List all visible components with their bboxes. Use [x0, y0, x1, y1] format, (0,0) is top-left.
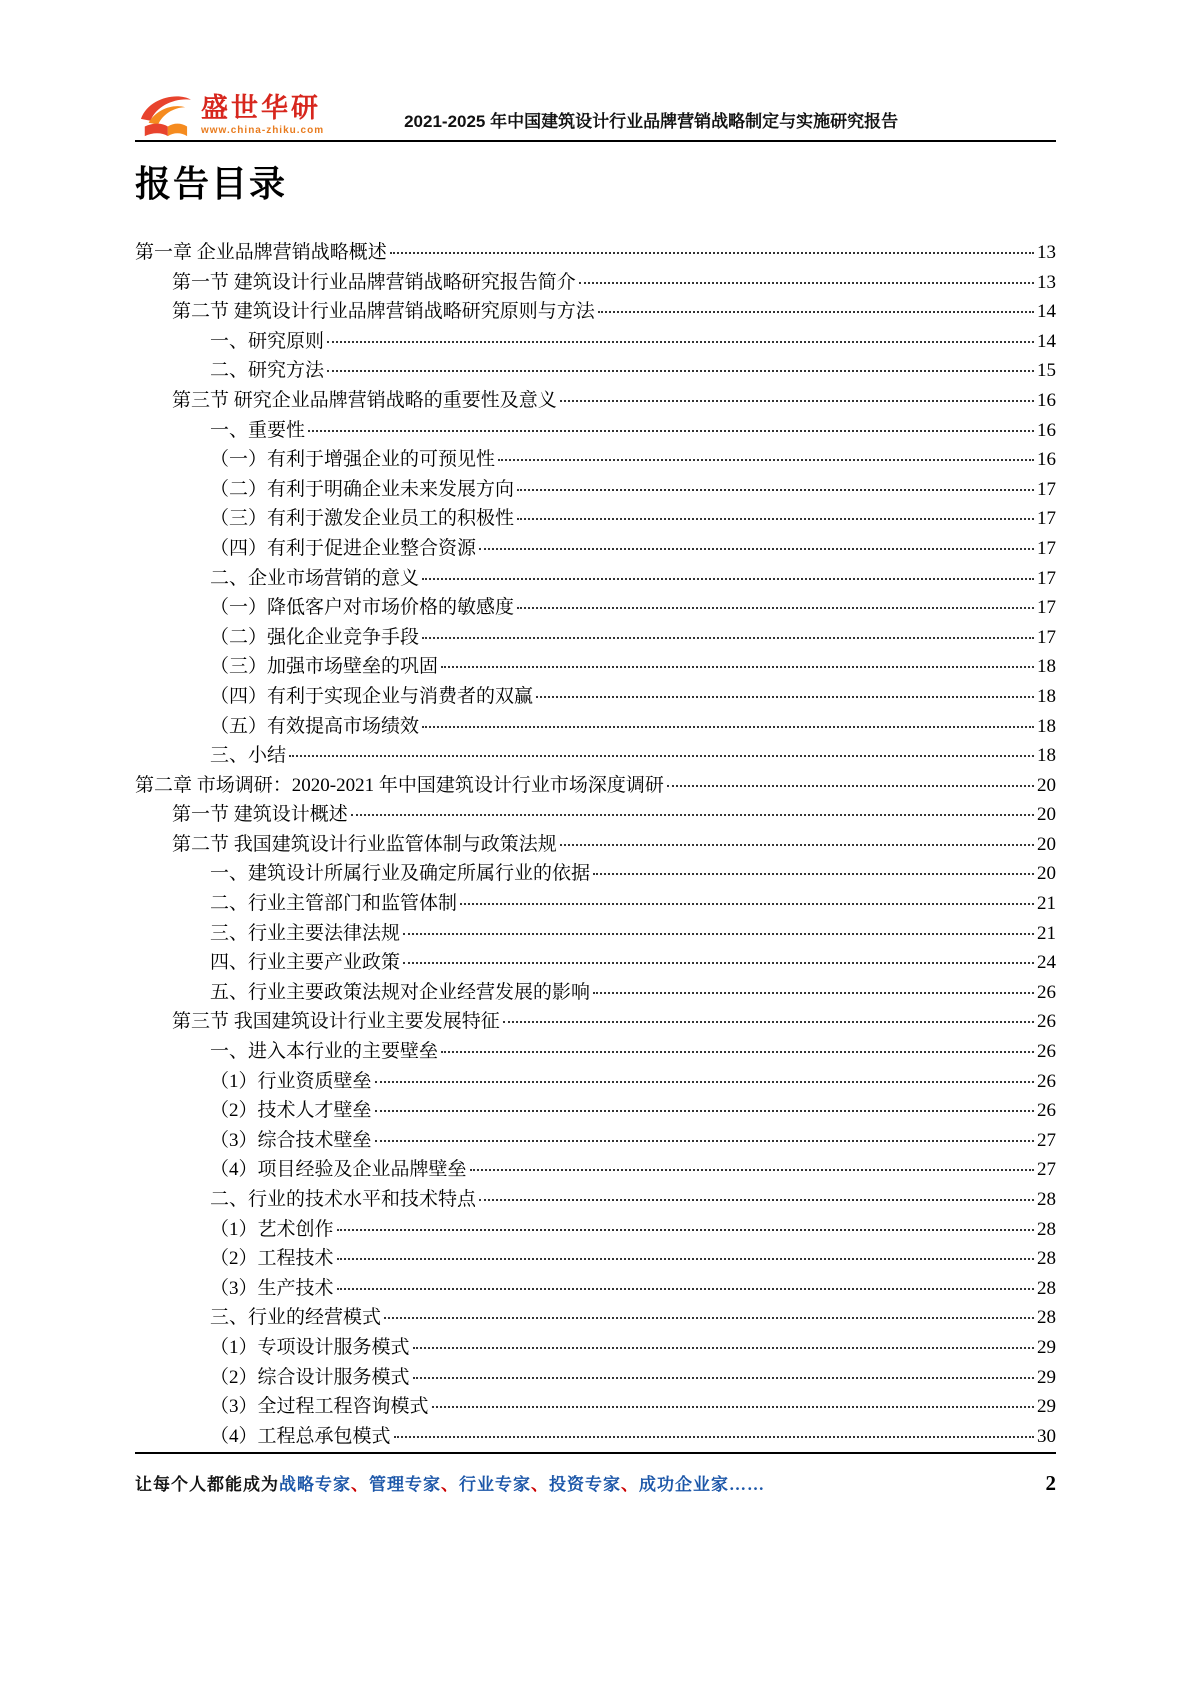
toc-leader-dots [327, 370, 1034, 372]
toc-leader-dots [441, 666, 1034, 668]
page-footer [135, 1452, 1056, 1496]
page-number: 2 [1045, 1471, 1056, 1495]
toc-entry [135, 474, 1056, 504]
toc-entry [135, 1036, 1056, 1066]
toc-entry-title: 第二节 我国建筑设计行业监管体制与政策法规 [172, 833, 557, 855]
toc-leader-dots [560, 400, 1034, 402]
toc-entry-title: 一、重要性 [210, 419, 306, 441]
toc-page-number: 20 [1037, 774, 1056, 796]
toc-entry [135, 770, 1056, 800]
toc-entry-title: （4）项目经验及企业品牌壁垒 [210, 1159, 467, 1181]
toc-leader-dots [598, 311, 1034, 313]
footer-slogan-separator: 、 [531, 1475, 549, 1494]
toc-entry-title: （1）艺术创作 [210, 1218, 334, 1240]
toc-page-number: 14 [1037, 301, 1056, 323]
toc-entry-title: 三、行业的经营模式 [210, 1307, 382, 1329]
toc-page-number: 16 [1037, 389, 1056, 411]
toc-entry-title: （一）降低客户对市场价格的敏感度 [210, 597, 515, 619]
toc-leader-dots [390, 252, 1034, 254]
logo [135, 90, 324, 140]
toc-entry-title: （二）有利于明确企业未来发展方向 [210, 478, 515, 500]
toc-page-number: 28 [1037, 1277, 1056, 1299]
toc-entry [135, 296, 1056, 326]
toc-entry-title: （3）全过程工程咨询模式 [210, 1396, 429, 1418]
toc-page-number: 17 [1037, 567, 1056, 589]
toc-entry [135, 1125, 1056, 1155]
footer-slogan-separator: 、 [441, 1475, 459, 1494]
book-swoosh-logo-icon [135, 90, 193, 140]
toc-entry [135, 237, 1056, 267]
toc-list [135, 237, 1056, 1450]
footer-slogan [135, 1470, 765, 1495]
toc-entry-title: （3）综合技术壁垒 [210, 1129, 372, 1151]
toc-leader-dots [503, 1021, 1034, 1023]
toc-leader-dots [579, 282, 1034, 284]
toc-page-number: 26 [1037, 1041, 1056, 1063]
toc-entry [135, 1184, 1056, 1214]
toc-leader-dots [337, 1288, 1034, 1290]
toc-entry [135, 592, 1056, 622]
toc-leader-dots [536, 696, 1034, 698]
toc-entry [135, 385, 1056, 415]
toc-entry-title: 第一节 建筑设计概述 [172, 804, 348, 826]
toc-leader-dots [422, 637, 1034, 639]
toc-entry-title: （1）行业资质壁垒 [210, 1070, 372, 1092]
toc-entry [135, 651, 1056, 681]
toc-entry [135, 1066, 1056, 1096]
toc-entry-title: （三）加强市场壁垒的巩固 [210, 656, 439, 678]
toc-page-number: 26 [1037, 1070, 1056, 1092]
toc-entry [135, 1095, 1056, 1125]
toc-leader-dots [384, 1317, 1034, 1319]
toc-entry-title: 第三节 我国建筑设计行业主要发展特征 [172, 1011, 500, 1033]
toc-leader-dots [479, 548, 1034, 550]
toc-entry [135, 1332, 1056, 1362]
toc-page-number: 13 [1037, 242, 1056, 263]
toc-entry [135, 326, 1056, 356]
toc-leader-dots [337, 1258, 1034, 1260]
toc-entry [135, 918, 1056, 948]
toc-entry-title: （1）专项设计服务模式 [210, 1336, 410, 1358]
toc-leader-dots [479, 1199, 1034, 1201]
toc-leader-dots [667, 785, 1034, 787]
toc-entry [135, 1154, 1056, 1184]
page-title: 报告目录 [135, 163, 288, 204]
toc-leader-dots [432, 1406, 1034, 1408]
toc-entry-title: 三、小结 [210, 745, 287, 767]
footer-slogan-term: 投资专家 [549, 1475, 621, 1494]
toc-page-number: 28 [1037, 1307, 1056, 1329]
footer-divider [135, 1452, 1056, 1454]
toc-leader-dots [413, 1377, 1034, 1379]
toc-entry-title: （五）有效提高市场绩效 [210, 715, 420, 737]
footer-slogan-separator: 、 [621, 1475, 639, 1494]
toc-page-number: 16 [1037, 419, 1056, 441]
toc-leader-dots [517, 518, 1034, 520]
toc-page-number: 27 [1037, 1159, 1056, 1181]
toc-entry-title: 二、行业主管部门和监管体制 [210, 893, 458, 915]
toc-entry-title: 四、行业主要产业政策 [210, 952, 401, 974]
toc-leader-dots [403, 962, 1034, 964]
toc-entry-title: 三、行业主要法律法规 [210, 922, 401, 944]
toc-entry [135, 1302, 1056, 1332]
toc-page-number: 27 [1037, 1129, 1056, 1151]
toc-leader-dots [593, 873, 1034, 875]
toc-entry [135, 1214, 1056, 1244]
toc-leader-dots [470, 1169, 1034, 1171]
toc-entry [135, 444, 1056, 474]
toc-entry [135, 355, 1056, 385]
toc-page-number: 29 [1037, 1396, 1056, 1418]
toc-entry-title: （四）有利于促进企业整合资源 [210, 537, 477, 559]
toc-page-number: 28 [1037, 1189, 1056, 1210]
toc-entry-title: 二、行业的技术水平和技术特点 [210, 1189, 477, 1210]
toc-page-number: 26 [1037, 981, 1056, 1003]
toc-leader-dots [441, 1051, 1034, 1053]
toc-page-number: 17 [1037, 478, 1056, 500]
toc-leader-dots [394, 1436, 1034, 1438]
footer-slogan-term: 管理专家 [369, 1475, 441, 1494]
toc-leader-dots [403, 933, 1034, 935]
toc-entry [135, 947, 1056, 977]
toc-page-number: 17 [1037, 597, 1056, 619]
toc-entry-title: （3）生产技术 [210, 1277, 334, 1299]
toc-page-number: 29 [1037, 1336, 1056, 1358]
logo-url-text: www.china-zhiku.com [201, 125, 325, 137]
toc-entry [135, 799, 1056, 829]
toc-leader-dots [351, 814, 1034, 816]
toc-page-number: 14 [1037, 330, 1056, 352]
toc-entry-title: 一、研究原则 [210, 330, 325, 352]
footer-slogan-separator: 、 [351, 1475, 369, 1494]
toc-leader-dots [460, 903, 1034, 905]
footer-slogan-term: 战略专家 [279, 1475, 351, 1494]
logo-text-block [201, 94, 324, 137]
toc-page-number: 20 [1037, 863, 1056, 885]
toc-entry-title: 第二章 市场调研：2020-2021 年中国建筑设计行业市场深度调研 [135, 774, 664, 796]
toc-entry-title: 第二节 建筑设计行业品牌营销战略研究原则与方法 [172, 301, 595, 323]
toc-entry [135, 1421, 1056, 1451]
toc-entry-title: （2）工程技术 [210, 1248, 334, 1270]
toc-entry-title: 一、进入本行业的主要壁垒 [210, 1041, 439, 1063]
toc-leader-dots [593, 992, 1034, 994]
toc-page-number: 28 [1037, 1248, 1056, 1270]
footer-slogan-term: 成功企业家…… [639, 1475, 765, 1494]
toc-page-number: 18 [1037, 656, 1056, 678]
toc-entry-title: （4）工程总承包模式 [210, 1425, 391, 1447]
header-divider [135, 140, 1056, 142]
toc-leader-dots [375, 1140, 1034, 1142]
toc-entry [135, 622, 1056, 652]
toc-leader-dots [327, 341, 1034, 343]
toc-entry-title: 五、行业主要政策法规对企业经营发展的影响 [210, 981, 591, 1003]
toc-page-number: 24 [1037, 952, 1056, 974]
toc-page-number: 21 [1037, 922, 1056, 944]
toc-entry [135, 888, 1056, 918]
footer-slogan-terms [279, 1475, 765, 1494]
toc-page-number: 28 [1037, 1218, 1056, 1240]
toc-leader-dots [375, 1081, 1034, 1083]
toc-entry [135, 1273, 1056, 1303]
toc-entry [135, 711, 1056, 741]
toc-entry [135, 533, 1056, 563]
toc-entry [135, 681, 1056, 711]
toc-entry [135, 1391, 1056, 1421]
toc-leader-dots [337, 1229, 1034, 1231]
toc-page-number: 21 [1037, 893, 1056, 915]
toc-entry-title: （四）有利于实现企业与消费者的双赢 [210, 685, 534, 707]
toc-leader-dots [422, 578, 1034, 580]
toc-leader-dots [308, 430, 1034, 432]
page-header [135, 0, 1056, 140]
toc-page-number: 30 [1037, 1425, 1056, 1447]
toc-page-number: 26 [1037, 1011, 1056, 1033]
logo-brand-text: 盛世华研 [201, 92, 321, 123]
toc-page-number: 20 [1037, 804, 1056, 826]
toc-entry-title: 第一章 企业品牌营销战略概述 [135, 242, 387, 263]
toc-page-number: 13 [1037, 271, 1056, 293]
toc-entry [135, 829, 1056, 859]
toc-entry [135, 1362, 1056, 1392]
toc-leader-dots [560, 844, 1034, 846]
toc-entry-title: 第一节 建筑设计行业品牌营销战略研究报告简介 [172, 271, 576, 293]
toc-page-number: 16 [1037, 449, 1056, 471]
toc-entry-title: （三）有利于激发企业员工的积极性 [210, 508, 515, 530]
toc-entry [135, 267, 1056, 297]
toc-page-number: 17 [1037, 626, 1056, 648]
footer-slogan-term: 行业专家 [459, 1475, 531, 1494]
toc-entry-title: （二）强化企业竞争手段 [210, 626, 420, 648]
toc-entry [135, 563, 1056, 593]
toc-entry [135, 977, 1056, 1007]
header-doc-title: 2021-2025 年中国建筑设计行业品牌营销战略制定与实施研究报告 [404, 112, 899, 131]
toc-entry [135, 415, 1056, 445]
toc-entry-title: 第三节 研究企业品牌营销战略的重要性及意义 [172, 389, 557, 411]
toc-leader-dots [289, 755, 1034, 757]
toc-page-number: 29 [1037, 1366, 1056, 1388]
toc-entry [135, 858, 1056, 888]
toc-page-number: 18 [1037, 715, 1056, 737]
toc-entry [135, 503, 1056, 533]
toc-entry [135, 1243, 1056, 1273]
toc-entry-title: 一、建筑设计所属行业及确定所属行业的依据 [210, 863, 591, 885]
toc-page-number: 20 [1037, 833, 1056, 855]
toc-entry-title: （一）有利于增强企业的可预见性 [210, 449, 496, 471]
toc-leader-dots [375, 1110, 1034, 1112]
toc-entry [135, 1006, 1056, 1036]
toc-entry-title: （2）技术人才壁垒 [210, 1100, 372, 1122]
toc-page-number: 17 [1037, 537, 1056, 559]
toc-leader-dots [422, 726, 1034, 728]
footer-slogan-prefix: 让每个人都能成为 [135, 1475, 279, 1494]
toc-entry [135, 740, 1056, 770]
toc-page-number: 15 [1037, 360, 1056, 382]
toc-page-number: 26 [1037, 1100, 1056, 1122]
toc-page-number: 18 [1037, 685, 1056, 707]
toc-page-number: 18 [1037, 745, 1056, 767]
toc-leader-dots [517, 489, 1034, 491]
toc-page-number: 17 [1037, 508, 1056, 530]
toc-entry-title: （2）综合设计服务模式 [210, 1366, 410, 1388]
toc-entry-title: 二、企业市场营销的意义 [210, 567, 420, 589]
toc-leader-dots [413, 1347, 1034, 1349]
toc-leader-dots [517, 607, 1034, 609]
toc-leader-dots [498, 459, 1034, 461]
toc-entry-title: 二、研究方法 [210, 360, 325, 382]
